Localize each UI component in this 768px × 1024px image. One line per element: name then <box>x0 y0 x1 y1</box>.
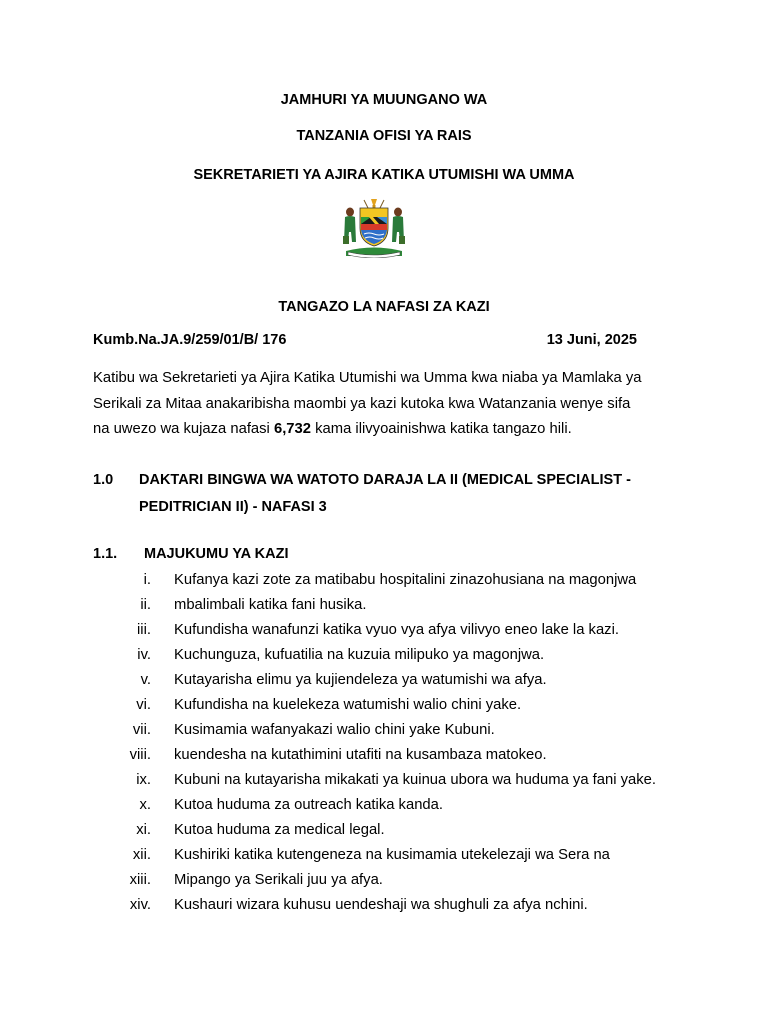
list-item-text: mbalimbali katika fani husika. <box>174 597 367 613</box>
list-item-number: iv. <box>137 647 151 663</box>
list-item-number: ix. <box>136 772 151 788</box>
list-item <box>93 622 713 647</box>
intro-line: Katibu wa Sekretarieti ya Ajira Katika Utumishi wa Umma kwa niaba ya Mamlaka ya <box>93 370 642 386</box>
list-item-text: Kubuni na kutayarisha mikakati ya kuinua ubora wa huduma ya fani yake. <box>174 772 657 788</box>
intro-text: kama ilivyoainishwa katika tangazo hili. <box>311 421 572 437</box>
list-item <box>93 647 713 672</box>
list-item-number: i. <box>143 572 151 588</box>
list-item <box>93 747 713 772</box>
list-item-number: vii. <box>132 722 151 738</box>
list-item <box>93 572 713 597</box>
list-item <box>93 897 713 922</box>
list-item <box>93 697 713 722</box>
list-item-text: Kufanya kazi zote za matibabu hospitalini zinazohusiana na magonjwa <box>174 572 637 588</box>
section-title-line: DAKTARI BINGWA WA WATOTO DARAJA LA II (MEDICAL SPECIALIST - <box>139 472 631 488</box>
list-item-text: kuendesha na kutathimini utafiti na kusambaza matokeo. <box>174 747 547 763</box>
list-item-number: viii. <box>129 747 151 763</box>
header-line-3: SEKRETARIETI YA AJIRA KATIKA UTUMISHI WA UMMA <box>193 167 575 183</box>
section-title <box>139 467 699 521</box>
duties-list <box>93 572 713 922</box>
list-item-number: xiii. <box>129 872 151 888</box>
announcement-title: TANGAZO LA NAFASI ZA KAZI <box>278 299 490 315</box>
list-item-text: Mipango ya Serikali juu ya afya. <box>174 872 383 888</box>
intro-line <box>93 417 673 443</box>
list-item-text: Kuchunguza, kufuatilia na kuzuia milipuko ya magonjwa. <box>174 647 545 663</box>
list-item-text: Kutoa huduma za outreach katika kanda. <box>174 797 443 813</box>
list-item-text: Kushauri wizara kuhusu uendeshaji wa shughuli za afya nchini. <box>174 897 588 913</box>
list-item <box>93 822 713 847</box>
vacancy-count: 6,732 <box>273 421 311 437</box>
list-item <box>93 597 713 622</box>
list-item-text: Kufundisha na kuelekeza watumishi walio chini yake. <box>174 697 522 713</box>
list-item <box>93 847 713 872</box>
list-item-number: vi. <box>136 697 151 713</box>
list-item-number: v. <box>140 672 151 688</box>
subsection-title: MAJUKUMU YA KAZI <box>144 546 289 562</box>
header-line-2: TANZANIA OFISI YA RAIS <box>296 128 472 144</box>
list-item-text: Kutayarisha elimu ya kujiendeleza ya watumishi wa afya. <box>174 672 547 688</box>
section-title-line: PEDITRICIAN II) - NAFASI 3 <box>139 499 327 515</box>
list-item-text: Kushiriki katika kutengeneza na kusimamia utekelezaji wa Sera na <box>174 847 610 863</box>
list-item-number: x. <box>139 797 151 813</box>
list-item-number: xi. <box>136 822 151 838</box>
coat-of-arms-icon <box>336 196 412 258</box>
list-item-text: Kusimamia wafanyakazi walio chini yake Kubuni. <box>174 722 495 738</box>
subsection-number: 1.1. <box>93 546 118 562</box>
list-item <box>93 797 713 822</box>
header-line-1: JAMHURI YA MUUNGANO WA <box>280 92 488 108</box>
list-item <box>93 722 713 747</box>
intro-text: na uwezo wa kujaza nafasi <box>93 421 274 437</box>
list-item-number: xiv. <box>129 897 151 913</box>
list-item-number: iii. <box>137 622 151 638</box>
list-item-text: Kufundisha wanafunzi katika vyuo vya afya vilivyo eneo lake la kazi. <box>174 622 619 638</box>
list-item <box>93 872 713 897</box>
list-item <box>93 772 713 797</box>
list-item-number: ii. <box>140 597 151 613</box>
list-item-number: xii. <box>132 847 151 863</box>
list-item-text: Kutoa huduma za medical legal. <box>174 822 385 838</box>
reference-date: 13 Juni, 2025 <box>546 332 637 348</box>
intro-line: Serikali za Mitaa anakaribisha maombi ya kazi kutoka kwa Watanzania wenye sifa <box>93 395 631 412</box>
reference-number: Kumb.Na.JA.9/259/01/B/ 176 <box>93 332 287 348</box>
intro-paragraph <box>93 366 673 443</box>
list-item <box>93 672 713 697</box>
section-number: 1.0 <box>93 472 114 488</box>
